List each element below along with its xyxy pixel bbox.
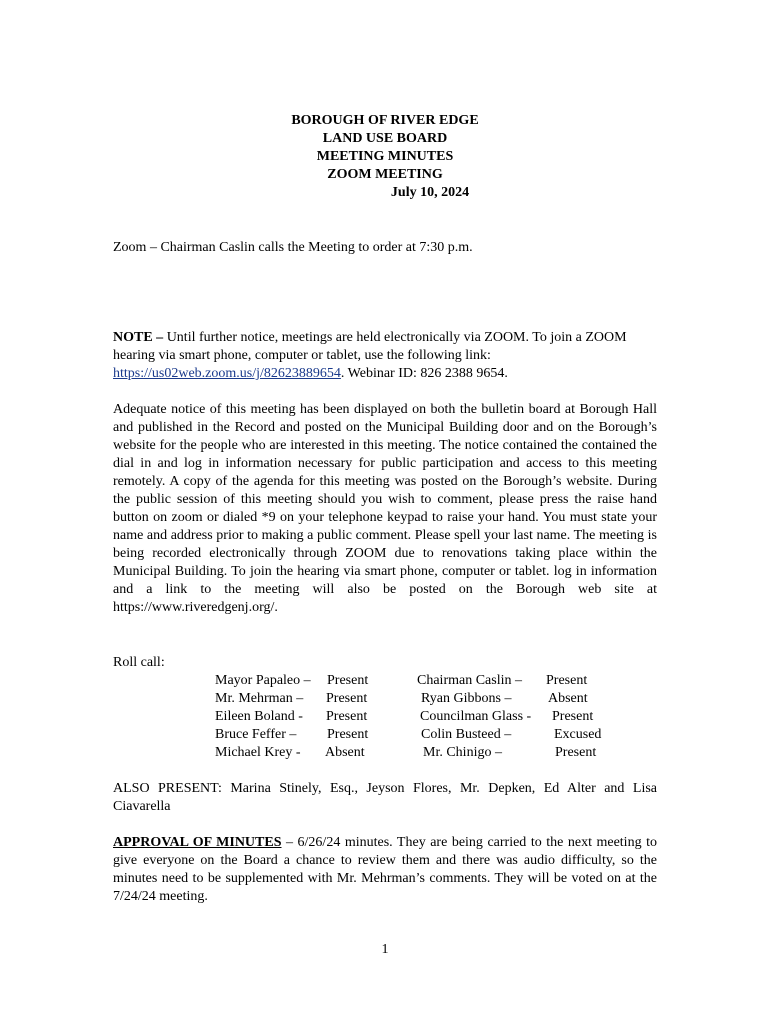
zoom-link[interactable]: https://us02web.zoom.us/j/82623889654 bbox=[113, 366, 341, 381]
roll-call-status: Present bbox=[327, 673, 369, 688]
roll-call-status: Present bbox=[546, 673, 588, 688]
roll-call-name: Chairman Caslin – bbox=[417, 673, 522, 688]
roll-call-status: Present bbox=[552, 709, 594, 724]
roll-call-status: Absent bbox=[325, 745, 365, 760]
approval-text: – 6/26/24 minutes. They are being carried to the next meeting to give everyone on the Board a chance to review them and there was audio difficulty, so the minutes need to be supplemented with Mr. Mehrman’s comments. They will be voted on at the 7/24/24 meeting. bbox=[113, 835, 657, 904]
roll-call-name: Mayor Papaleo – bbox=[215, 673, 311, 688]
note-label: NOTE – bbox=[113, 330, 164, 345]
header-zoom: ZOOM MEETING bbox=[327, 167, 443, 182]
roll-call-name: Ryan Gibbons – bbox=[421, 691, 512, 706]
note-webinar: . Webinar ID: 826 2388 9654. bbox=[340, 366, 508, 381]
also-present: ALSO PRESENT: Marina Stinely, Esq., Jeyson Flores, Mr. Depken, Ed Alter and Lisa Ciavarella bbox=[113, 781, 657, 814]
roll-call-status: Present bbox=[326, 691, 368, 706]
note-text: Until further notice, meetings are held electronically via ZOOM. To join a ZOOM hearing via smart phone, computer or tablet, use the following link: bbox=[113, 330, 627, 363]
notice-paragraph: Adequate notice of this meeting has been displayed on both the bulletin board at Borough Hall and published in the Record and posted on the Municipal Building door and on the Borough’s website for the people who are interested in this meeting. The notice contained the contained the dial in and log in information necessary for public participation and access to this meeting remotely. A copy of the agenda for this meeting was posted on the Borough’s website. During the public session of this meeting should you wish to comment, please press the raise hand button on zoom or dialed *9 on your telephone keypad to raise your hand. You must state your name and address prior to making a public comment. Please spell your last name. The meeting is being recorded electronically through ZOOM due to renovations taking place within the Municipal Building. To join the hearing via smart phone, computer or tablet. log in information and a link to the meeting will also be posted on the Borough web site at https://www.riveredgenj.org/. bbox=[113, 402, 657, 615]
page-number: 1 bbox=[381, 942, 389, 957]
call-to-order: Zoom – Chairman Caslin calls the Meeting to order at 7:30 p.m. bbox=[113, 240, 473, 255]
roll-call-name: Mr. Chinigo – bbox=[423, 745, 502, 760]
roll-call-status: Present bbox=[327, 727, 369, 742]
roll-call-name: Mr. Mehrman – bbox=[215, 691, 304, 706]
roll-call-name: Eileen Boland - bbox=[215, 709, 303, 724]
header-borough: BOROUGH OF RIVER EDGE bbox=[291, 113, 479, 128]
roll-call-name: Michael Krey - bbox=[215, 745, 301, 760]
approval-heading: APPROVAL OF MINUTES bbox=[113, 835, 282, 850]
note-paragraph bbox=[113, 329, 657, 383]
roll-call-name: Councilman Glass - bbox=[420, 709, 532, 724]
roll-call-status: Present bbox=[555, 745, 597, 760]
roll-call-name: Colin Busteed – bbox=[421, 727, 512, 742]
roll-call-status: Absent bbox=[548, 691, 588, 706]
header-board: LAND USE BOARD bbox=[322, 131, 448, 146]
roll-call-name: Bruce Feffer – bbox=[215, 727, 297, 742]
approval-of-minutes bbox=[113, 834, 657, 906]
header-minutes: MEETING MINUTES bbox=[316, 149, 454, 164]
document-header bbox=[0, 112, 770, 202]
roll-call-status: Present bbox=[326, 709, 368, 724]
roll-call-label: Roll call: bbox=[113, 655, 165, 670]
roll-call-status: Excused bbox=[554, 727, 602, 742]
header-date: July 10, 2024 bbox=[390, 185, 470, 200]
